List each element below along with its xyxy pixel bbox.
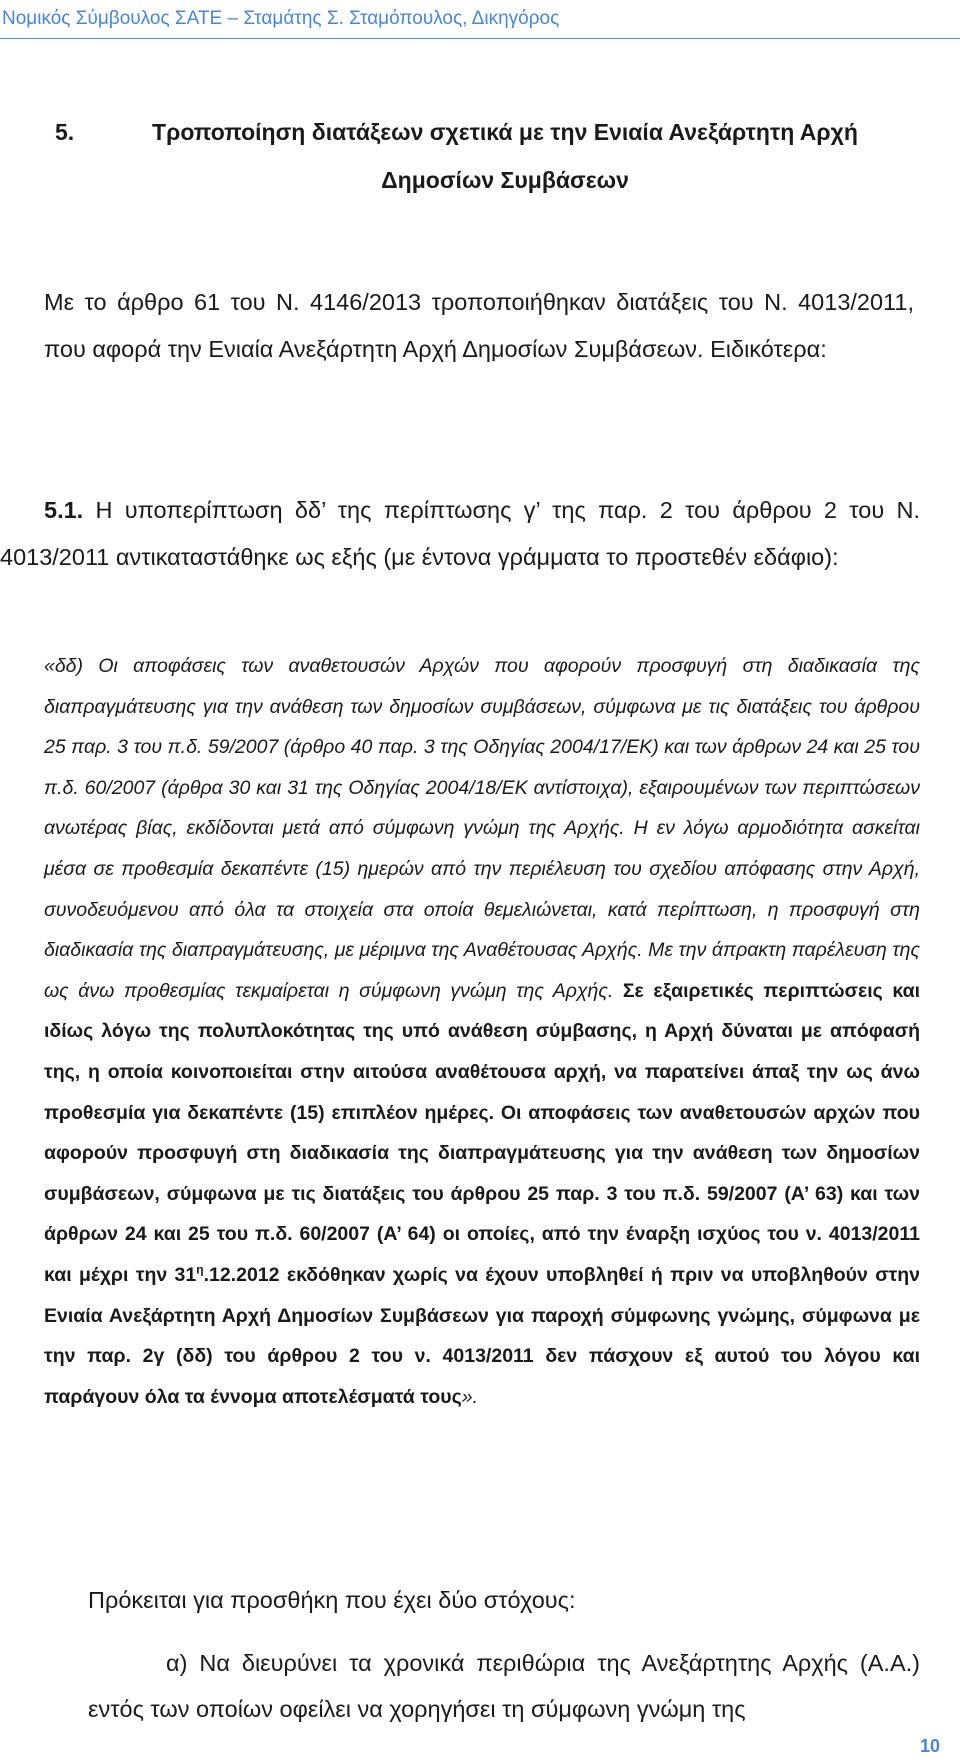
running-header (0, 0, 960, 39)
intro-paragraph: Με το άρθρο 61 του Ν. 4146/2013 τροποποιήθηκαν διατάξεις του Ν. 4013/2011, που αφορά την Ενιαία Ανεξάρτητη Αρχή Δημοσίων Συμβάσεων. Ειδικότερα: (44, 289, 914, 362)
quote-added-text-b: .12.2012 εκδόθηκαν χωρίς να έχουν υποβληθεί ή πριν να υποβληθούν στην Ενιαία Ανεξάρτητη Αρχή Δημοσίων Συμβάσεων για παροχή σύμφωνης γνώμης, σύμφωνα με την παρ. 2γ (δδ) του άρθρου 2 του ν. 4013/2011 δεν πάσχουν εξ αυτού του λόγου και παράγουν όλα τα έννομα αποτελέσματά τους (44, 1263, 920, 1408)
goal-a-paragraph: α) Να διευρύνει τα χρονικά περιθώρια της Ανεξάρτητης Αρχής (Α.Α.) εντός των οποίων οφείλει να χορηγήσει τη σύμφωνη γνώμη της (88, 1650, 920, 1722)
running-title: Νομικός Σύμβουλος ΣΑΤΕ – Σταμάτης Σ. Σταμόπουλος, Δικηγόρος (2, 8, 560, 29)
section-heading (50, 108, 920, 204)
quote-original-text: «δδ) Οι αποφάσεις των αναθετουσών Αρχών που αφορούν προσφυγή στη διαδικασία της διαπραγμάτευσης για την ανάθεση των δημοσίων συμβάσεων, σύμφωνα με τις διατάξεις του άρθρου 25 παρ. 3 του π.δ. 59/2007 (άρθρο 40 παρ. 3 της Οδηγίας 2004/17/ΕΚ) και των άρθρων 24 και 25 του π.δ. 60/2007 (άρθρα 30 και 31 της Οδηγίας 2004/18/ΕΚ αντίστοιχα), εξαιρουμένων των περιπτώσεων ανωτέρας βίας, εκδίδονται μετά από σύμφωνη γνώμη της Αρχής. Η εν λόγω αρμοδιότητα ασκείται μέσα σε προθεσμία δεκαπέντε (15) ημερών από την περιέλευση του σχεδίου απόφασης στην Αρχή, συνοδευόμενου από όλα τα στοιχεία στα οποία θεμελιώνεται, κατά περίπτωση, η προσφυγή στη διαδικασία της διαπραγμάτευσης, με μέριμνα της Αναθέτουσας Αρχής. Με την άπρακτη παρέλευση της ως άνω προθεσμίας τεκμαίρεται η σύμφωνη γνώμη της Αρχής. (44, 655, 920, 1002)
section-title-line-1: Τροποποίηση διατάξεων σχετικά με την Ενιαία Ανεξάρτητη Αρχή (152, 119, 858, 145)
section-title-line-2: Δημοσίων Συμβάσεων (381, 167, 629, 193)
quoted-provision (44, 646, 920, 1417)
subsection-paragraph (0, 487, 920, 581)
subsection-text: Η υποπερίπτωση δδ’ της περίπτωσης γ’ της παρ. 2 του άρθρου 2 του Ν. 4013/2011 αντικαταστάθηκε ως εξής (με έντονα γράμματα το προστεθέν εδάφιο): (0, 497, 920, 570)
quote-closing: ». (461, 1385, 479, 1408)
page-number: 10 (920, 1736, 941, 1756)
quote-added-text-a: Σε εξαιρετικές περιπτώσεις και ιδίως λόγω της πολυπλοκότητας της υπό ανάθεση σύμβασης, η Αρχή δύναται με απόφασή της, η οποία κοινοποιείται στην αιτούσα αναθέτουσα αρχή, να παρατείνει άπαξ την ως άνω προθεσμία για δεκαπέντε (15) επιπλέον ημέρες. Οι αποφάσεις των αναθετουσών αρχών που αφορούν προσφυγή στη διαδικασία της διαπραγμάτευσης για την ανάθεση των δημοσίων συμβάσεων, σύμφωνα με τις διατάξεις του άρθρου 25 παρ. 3 του π.δ. 59/2007 (Α’ 63) και των άρθρων 24 και 25 του π.δ. 60/2007 (Α’ 64) οι οποίες, από την έναρξη ισχύος του ν. 4013/2011 και μέχρι την 31 (44, 979, 921, 1286)
section-number: 5. (55, 119, 75, 145)
subsection-number: 5.1. (44, 497, 84, 523)
quote-ordinal-sup: η (196, 1262, 204, 1277)
goals-intro-paragraph: Πρόκειται για προσθήκη που έχει δύο στόχους: (88, 1587, 576, 1613)
